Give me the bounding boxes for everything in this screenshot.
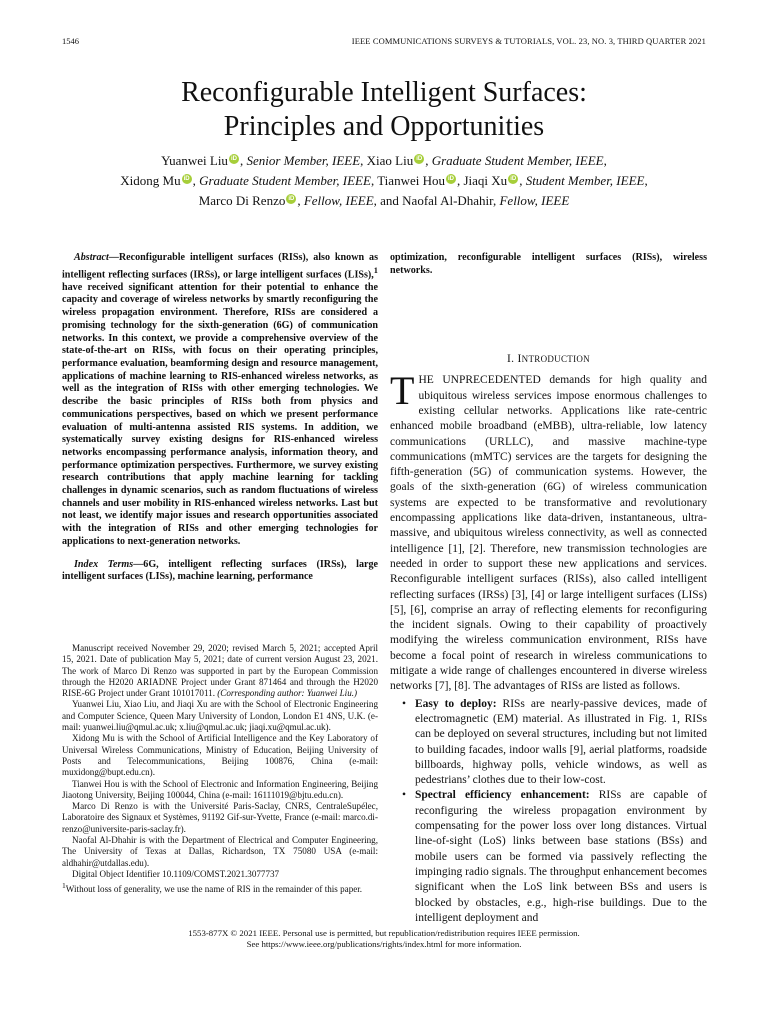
author-name: Naofal Al-Dhahir xyxy=(402,193,493,208)
author-line-1: Yuanwei Liu iD , Senior Member, IEEE, Xiao Liu iD , Graduate Student Member, IEEE, xyxy=(161,153,607,168)
author-role: Graduate Student Member, IEEE xyxy=(431,153,604,168)
author-line-3: Marco Di Renzo iD , Fellow, IEEE, and Naofal Al-Dhahir, Fellow, IEEE xyxy=(198,193,570,208)
affiliation-note: Xidong Mu is with the School of Artificial Intelligence and the Key Laboratory of Universal Wireless Communications, Ministry of Education, Beijing University of Posts and Telecommunications, Beijing 100876, China (e-mail: muxidong@bupt.edu.cn). xyxy=(62,733,378,778)
manuscript-note: Manuscript received November 29, 2020; revised March 5, 2021; accepted April 15, 2021. Date of publication May 5, 2021; date of current version August 23, 2021. The work of Marco Di Renzo was supported in part by the European Commission through the H2020 ARIADNE Project under Grant 871464 and through the H2020 RISE-6G Project under Grant 101017011. (Corresponding author: Yuanwei Liu.) xyxy=(62,643,378,699)
author-role: Fellow, IEEE xyxy=(499,193,570,208)
title-line-1: Reconfigurable Intelligent Surfaces: xyxy=(181,77,587,108)
left-column xyxy=(62,252,378,584)
bullet-icon: • xyxy=(402,789,407,802)
running-header xyxy=(62,36,706,50)
orcid-icon[interactable]: iD xyxy=(183,176,190,182)
index-terms-continued: optimization, reconfigurable intelligent surfaces (RISs), wireless networks. xyxy=(390,252,707,276)
author-role: Senior Member, IEEE xyxy=(246,153,361,168)
index-terms-label: Index Terms xyxy=(74,558,134,570)
affiliation-note: Marco Di Renzo is with the Université Paris-Saclay, CNRS, CentraleSupélec, Laboratoire des Signaux et Systèmes, 91192 Gif-sur-Yvette, France (e-mail: marco.di-renzo@universite-paris-saclay.fr). xyxy=(62,801,378,834)
conjunction: and xyxy=(380,193,399,208)
author-role: Student Member, IEEE xyxy=(525,173,645,188)
right-column xyxy=(390,252,707,926)
journal-info: IEEE COMMUNICATIONS SURVEYS & TUTORIALS, VOL. 23, NO. 3, THIRD QUARTER 2021 xyxy=(351,36,706,46)
footnote-1: $^1$Without loss of generality, we use the name of RIS in the remainder of this paper. xyxy=(62,881,363,895)
copyright-footer xyxy=(0,928,768,950)
author-name: Tianwei Hou xyxy=(377,173,445,188)
rights-link[interactable]: See https://www.ieee.org/publications/rights/index.html for more information. xyxy=(246,939,522,949)
abstract: Abstract—Reconfigurable intelligent surfaces (RISs), also known as intelligent reflecting surfaces (IRSs), or large intelligent surfaces (LISs),$^1$ have received significant attention for their potential to enhance the capacity and coverage of wireless networks by smartly reconfiguring the wireless propagation environment. Therefore, RISs are considered a promising technology for the sixth-generation (6G) of communication networks. In this context, we provide a comprehensive overview of the state-of-the-art on RISs, with focus on their operating principles, performance evaluation, beamforming design and resource management, applications of machine learning to RIS-enhanced wireless networks, as well as the integration of RISs with other emerging technologies. We describe the basic principles of RISs both from physics and communications perspectives, based on which we present performance evaluation of multi-antenna assisted RIS systems. In addition, we systematically survey existing designs for RIS-enhanced wireless networks encompassing performance analysis, information theory, and performance optimization perspectives. Furthermore, we survey existing research contributions that apply machine learning for tackling challenges in dynamic scenarios, such as random fluctuations of wireless channels and user mobility in RIS-enhanced wireless networks. Last but not least, we identify major issues and research opportunities associated with the integration of RISs and other emerging technologies for applications to next-generation networks. xyxy=(62,252,378,547)
abstract-label: Abstract xyxy=(74,252,109,263)
title-line-2: Principles and Opportunities xyxy=(223,111,545,142)
drop-cap: T xyxy=(390,368,415,414)
author-name: Xidong Mu xyxy=(120,173,181,188)
advantages-list xyxy=(390,697,707,926)
copyright-line: 1553-877X © 2021 IEEE. Personal use is permitted, but republication/redistribution requires IEEE permission. xyxy=(188,928,580,938)
affiliation-note: Tianwei Hou is with the School of Electronic and Information Engineering, Beijing Jiaotong University, Beijing 100044, China (e-mail: 16111019@bjtu.edu.cn). xyxy=(62,778,378,800)
intro-paragraph: THE UNPRECEDENTED demands for high quality and ubiquitous wireless services impose enormous challenges to existing cellular networks. Applications like rate-centric enhanced mobile broadband (eMBB), ultra-reliable, low latency communications (URLLC), and massive machine-type communications (mMTC) services are the targets for designing the fifth-generation (5G) of communication systems. However, the goals of the sixth-generation (6G) of wireless communication systems are expected to be transformative and revolutionary encompassing applications like data-driven, instantaneous, ultra-massive, and ubiquitous wireless connectivity, as well as connected intelligence [1], [2]. Therefore, new transmission technologies are needed in order to support these new applications and services. Reconfigurable intelligent surfaces (RISs), also called intelligent reflecting surfaces (IRSs) [3], [4] or large intelligent surfaces (LISs) [5], [6], comprise an array of reflecting elements for reconfiguring the incident signals. Owing to their capability of proactively modifying the wireless communication environment, RISs have become a focal point of research in wireless communications to mitigate a wide range of challenges encountered in diverse wireless networks [7], [8]. The advantages of RISs are listed as follows. xyxy=(390,368,707,693)
list-item: • Spectral efficiency enhancement: RISs are capable of reconfiguring the wireless propagation environment by compensating for the power loss over long distances. Virtual line-of-sight (LoS) links between base stations (BSs) and mobile users can be formed via passively reflecting the impinging radio signals. The throughput enhancement becomes significant when the LoS link between BSs and users is blocked by obstacles, e.g., high-rise buildings. Due to the intelligent deployment and xyxy=(402,789,708,924)
doi[interactable]: Digital Object Identifier 10.1109/COMST.2021.3077737 xyxy=(72,868,280,879)
bullet-icon: • xyxy=(402,697,407,710)
author-role: Fellow, IEEE xyxy=(303,193,374,208)
author-role: Graduate Student Member, IEEE xyxy=(199,173,371,188)
affiliation-note: Naofal Al-Dhahir is with the Department of Electrical and Computer Engineering, The University of Texas at Dallas, Richardson, TX 75080 USA (e-mail: aldhahir@utdallas.edu). xyxy=(62,835,378,868)
author-name: Xiao Liu xyxy=(366,153,414,168)
page-number: 1546 xyxy=(62,36,79,46)
paper-title xyxy=(0,76,768,144)
footnote-marker[interactable]: 1 xyxy=(373,265,378,275)
author-name: Yuanwei Liu xyxy=(161,153,228,168)
orcid-icon[interactable]: iD xyxy=(510,176,517,182)
orcid-icon[interactable]: iD xyxy=(416,156,423,162)
author-line-2: Xidong Mu iD , Graduate Student Member, IEEE, Tianwei Hou iD , Jiaqi Xu iD , Student Member, IEEE, xyxy=(120,173,648,188)
author-name: Marco Di Renzo xyxy=(198,193,286,208)
author-name: Jiaqi Xu xyxy=(463,173,508,188)
section-heading: I. INTRODUCTION xyxy=(507,353,590,366)
list-item: • Easy to deploy: RISs are nearly-passive devices, made of electromagnetic (EM) material. As illustrated in Fig. 1, RISs can be deployed on several structures, including but not limited to building facades, indoor walls [9], aerial platforms, roadside billboards, highway polls, vehicle windows, as well as pedestrians’ clothes due to their low-cost. xyxy=(402,697,707,787)
orcid-icon[interactable]: iD xyxy=(447,176,454,182)
orcid-icon[interactable]: iD xyxy=(288,196,295,202)
author-list xyxy=(70,151,698,211)
affiliation-note: Yuanwei Liu, Xiao Liu, and Jiaqi Xu are with the School of Electronic Engineering and Computer Science, Queen Mary University of London, London E1 4NS, U.K. (e-mail: yuanwei.liu@qmul.ac.uk; x.liu@qmul.ac.uk; jiaqi.xu@qmul.ac.uk). xyxy=(62,699,378,733)
footnotes xyxy=(62,643,378,896)
orcid-icon[interactable]: iD xyxy=(230,156,237,162)
index-terms: Index Terms—6G, intelligent reflecting surfaces (IRSs), large intelligent surfaces (LISs), machine learning, performance xyxy=(62,558,378,583)
